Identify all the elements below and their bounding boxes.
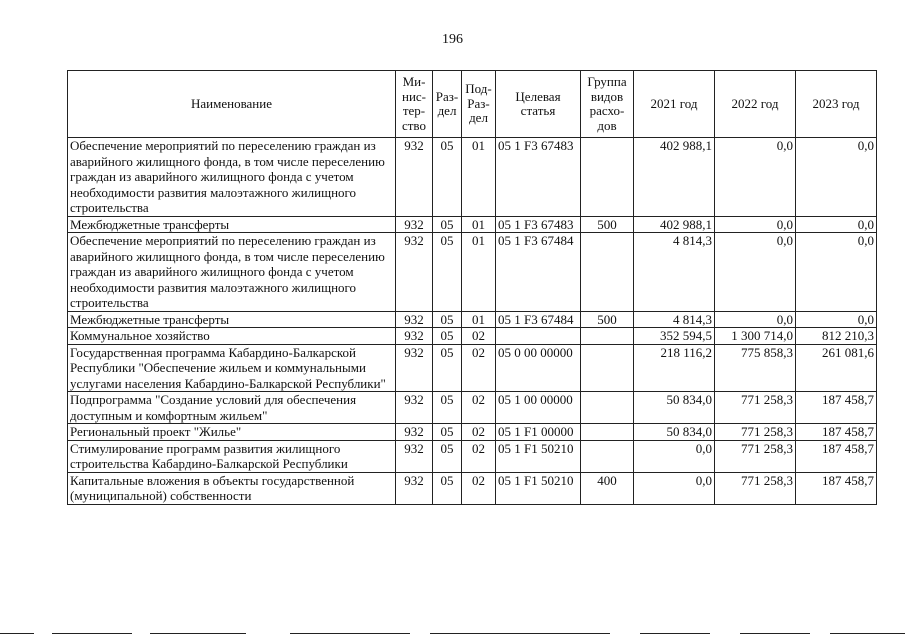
table-row — [68, 233, 877, 312]
row-2023: 187 458,7 — [796, 472, 877, 504]
row-expense-group: 500 — [581, 311, 634, 328]
row-name: Региональный проект "Жилье" — [68, 424, 396, 441]
header-ministry: Ми-нис-тер-ство — [396, 71, 433, 138]
row-name: Капитальные вложения в объекты государственной (муниципальной) собственности — [68, 472, 396, 504]
footer-rule — [0, 633, 34, 634]
header-target-article: Целевая статья — [496, 71, 581, 138]
row-2023: 261 081,6 — [796, 344, 877, 392]
footer-rule — [52, 633, 132, 634]
row-name: Подпрограмма "Создание условий для обеспечения доступным и комфортным жильем" — [68, 392, 396, 424]
row-subsection: 02 — [462, 440, 496, 472]
row-2022: 0,0 — [715, 138, 796, 217]
row-section: 05 — [433, 216, 462, 233]
row-2023: 0,0 — [796, 311, 877, 328]
row-target-article — [496, 328, 581, 345]
row-section: 05 — [433, 344, 462, 392]
footer-rule — [430, 633, 610, 634]
row-2021: 4 814,3 — [634, 233, 715, 312]
table-row — [68, 392, 877, 424]
footer-rule — [150, 633, 246, 634]
row-section: 05 — [433, 233, 462, 312]
row-2023: 187 458,7 — [796, 424, 877, 441]
budget-table — [67, 70, 877, 505]
table-row — [68, 328, 877, 345]
row-subsection: 01 — [462, 216, 496, 233]
row-target-article: 05 1 F3 67483 — [496, 216, 581, 233]
row-name: Обеспечение мероприятий по переселению граждан из аварийного жилищного фонда, в том числе переселению граждан из аварийного жилищного фонда с учетом необходимости развития малоэтажного жилищного строительства — [68, 233, 396, 312]
row-expense-group — [581, 344, 634, 392]
row-2023: 187 458,7 — [796, 392, 877, 424]
row-2021: 402 988,1 — [634, 138, 715, 217]
row-2021: 0,0 — [634, 440, 715, 472]
row-expense-group — [581, 328, 634, 345]
row-expense-group — [581, 138, 634, 217]
row-name: Обеспечение мероприятий по переселению граждан из аварийного жилищного фонда, в том числе переселению граждан из аварийного жилищного фонда с учетом необходимости развития малоэтажного жилищного строительства — [68, 138, 396, 217]
row-subsection: 01 — [462, 138, 496, 217]
row-subsection: 01 — [462, 311, 496, 328]
header-2023: 2023 год — [796, 71, 877, 138]
row-2022: 0,0 — [715, 216, 796, 233]
row-2021: 4 814,3 — [634, 311, 715, 328]
row-2022: 1 300 714,0 — [715, 328, 796, 345]
row-target-article: 05 1 F3 67484 — [496, 311, 581, 328]
row-section: 05 — [433, 138, 462, 217]
row-name: Межбюджетные трансферты — [68, 311, 396, 328]
row-ministry: 932 — [396, 216, 433, 233]
row-2022: 0,0 — [715, 311, 796, 328]
row-2023: 0,0 — [796, 216, 877, 233]
page-number: 196 — [442, 32, 463, 47]
footer-rule — [640, 633, 710, 634]
table-row — [68, 138, 877, 217]
row-2023: 0,0 — [796, 138, 877, 217]
row-ministry: 932 — [396, 233, 433, 312]
row-target-article: 05 0 00 00000 — [496, 344, 581, 392]
row-name: Государственная программа Кабардино-Балкарской Республики "Обеспечение жильем и коммунальными услугами населения Кабардино-Балкарской Республики" — [68, 344, 396, 392]
row-expense-group — [581, 392, 634, 424]
row-target-article: 05 1 F1 50210 — [496, 472, 581, 504]
row-subsection: 02 — [462, 392, 496, 424]
header-2021: 2021 год — [634, 71, 715, 138]
row-2021: 402 988,1 — [634, 216, 715, 233]
row-section: 05 — [433, 311, 462, 328]
row-2023: 0,0 — [796, 233, 877, 312]
row-subsection: 02 — [462, 472, 496, 504]
row-section: 05 — [433, 424, 462, 441]
row-expense-group — [581, 440, 634, 472]
header-section: Раз-дел — [433, 71, 462, 138]
row-2021: 50 834,0 — [634, 424, 715, 441]
row-target-article: 05 1 F3 67483 — [496, 138, 581, 217]
footer-rule — [290, 633, 410, 634]
row-ministry: 932 — [396, 344, 433, 392]
row-2021: 218 116,2 — [634, 344, 715, 392]
row-expense-group — [581, 424, 634, 441]
row-expense-group: 500 — [581, 216, 634, 233]
footer-rule — [740, 633, 810, 634]
row-2021: 0,0 — [634, 472, 715, 504]
header-expense-group: Группа видов расхо-дов — [581, 71, 634, 138]
row-ministry: 932 — [396, 311, 433, 328]
table-row — [68, 344, 877, 392]
row-section: 05 — [433, 472, 462, 504]
header-2022: 2022 год — [715, 71, 796, 138]
row-target-article: 05 1 00 00000 — [496, 392, 581, 424]
row-ministry: 932 — [396, 424, 433, 441]
row-ministry: 932 — [396, 328, 433, 345]
table-row — [68, 216, 877, 233]
row-subsection: 02 — [462, 344, 496, 392]
row-2021: 352 594,5 — [634, 328, 715, 345]
row-expense-group — [581, 233, 634, 312]
row-target-article: 05 1 F1 00000 — [496, 424, 581, 441]
header-row — [68, 71, 877, 138]
row-2023: 812 210,3 — [796, 328, 877, 345]
row-ministry: 932 — [396, 472, 433, 504]
row-subsection: 01 — [462, 233, 496, 312]
row-section: 05 — [433, 440, 462, 472]
row-subsection: 02 — [462, 328, 496, 345]
row-subsection: 02 — [462, 424, 496, 441]
footer-rule — [830, 633, 905, 634]
row-section: 05 — [433, 392, 462, 424]
row-2022: 775 858,3 — [715, 344, 796, 392]
row-ministry: 932 — [396, 138, 433, 217]
table-row — [68, 440, 877, 472]
row-ministry: 932 — [396, 440, 433, 472]
table-row — [68, 311, 877, 328]
row-2022: 771 258,3 — [715, 392, 796, 424]
row-target-article: 05 1 F1 50210 — [496, 440, 581, 472]
table-row — [68, 472, 877, 504]
row-2022: 771 258,3 — [715, 440, 796, 472]
row-ministry: 932 — [396, 392, 433, 424]
header-subsection: Под-Раз-дел — [462, 71, 496, 138]
row-expense-group: 400 — [581, 472, 634, 504]
row-target-article: 05 1 F3 67484 — [496, 233, 581, 312]
row-2022: 771 258,3 — [715, 472, 796, 504]
row-name: Коммунальное хозяйство — [68, 328, 396, 345]
row-2021: 50 834,0 — [634, 392, 715, 424]
header-name: Наименование — [68, 71, 396, 138]
table-row — [68, 424, 877, 441]
row-2022: 0,0 — [715, 233, 796, 312]
row-name: Стимулирование программ развития жилищного строительства Кабардино-Балкарской Республики — [68, 440, 396, 472]
row-section: 05 — [433, 328, 462, 345]
row-name: Межбюджетные трансферты — [68, 216, 396, 233]
row-2022: 771 258,3 — [715, 424, 796, 441]
row-2023: 187 458,7 — [796, 440, 877, 472]
